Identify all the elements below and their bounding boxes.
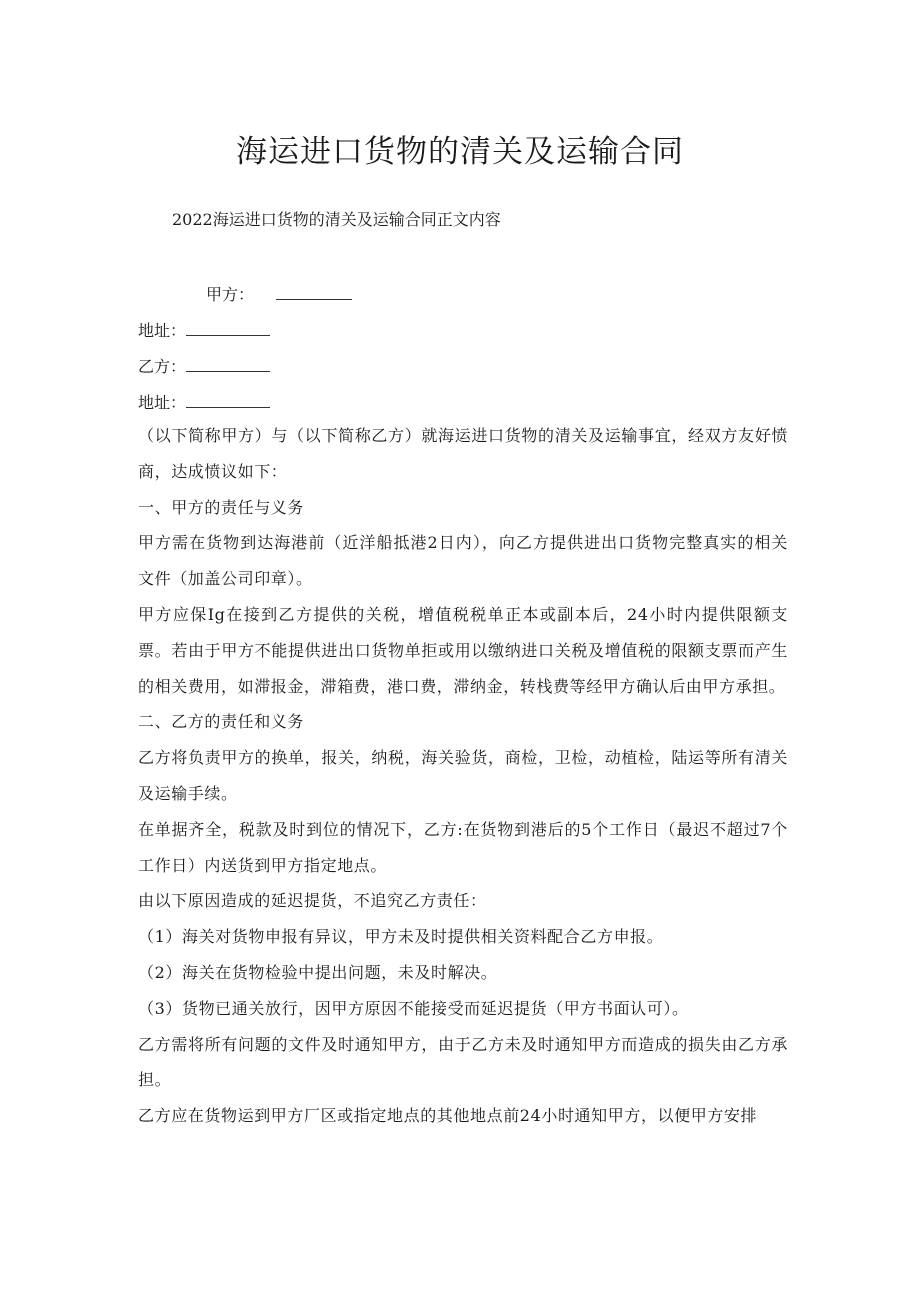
address-label-2: 地址： bbox=[138, 393, 187, 412]
document-subtitle: 2022海运进口货物的清关及运输合同正文内容 bbox=[172, 210, 501, 229]
party-a-field bbox=[206, 282, 352, 305]
party-b-label: 乙方： bbox=[138, 357, 187, 376]
party-a-label: 甲方： bbox=[206, 285, 255, 304]
list-item: （3）货物已通关放行，因甲方原因不能接受而延迟提货（甲方书面认可）。 bbox=[138, 998, 689, 1018]
paragraph: 乙方应在货物运到甲方厂区或指定地点的其他地点前24小时通知甲方，以便甲方安排 bbox=[138, 1106, 758, 1126]
paragraph: 乙方将负责甲方的换单，报关，纳税，海关验货，商检，卫检，动植检，陆运等所有清关及运输手续。 bbox=[138, 748, 788, 803]
address-blank-2 bbox=[186, 393, 270, 408]
contract-body bbox=[138, 418, 788, 1134]
party-b-field bbox=[138, 354, 270, 377]
paragraph: 在单据齐全，税款及时到位的情况下，乙方:在货物到港后的5个工作日（最迟不超过7个工作日）内送货到甲方指定地点。 bbox=[138, 819, 788, 875]
section-heading-party-b: 二、乙方的责任和义务 bbox=[138, 712, 305, 732]
address-field-1 bbox=[138, 318, 270, 341]
paragraph: 由以下原因造成的延迟提货，不追究乙方责任： bbox=[138, 891, 487, 911]
address-label-1: 地址： bbox=[138, 321, 187, 340]
party-b-blank bbox=[186, 357, 270, 372]
party-a-blank bbox=[276, 285, 352, 300]
address-field-2 bbox=[138, 390, 270, 413]
paragraph: 乙方需将所有问题的文件及时通知甲方，由于乙方未及时通知甲方而造成的损失由乙方承担。 bbox=[138, 1034, 788, 1090]
paragraph: 甲方应保Ig在接到乙方提供的关税，增值税税单正本或副本后，24小时内提供限额支票。若由于甲方不能提供进出口货物单拒或用以缴纳进口关税及增值税的限额支票而产生的相关费用，如滞报金，滞箱费，港口费，滞纳金，转栈费等经甲方确认后由甲方承担。 bbox=[138, 604, 788, 696]
list-item: （1）海关对货物申报有异议，甲方未及时提供相关资料配合乙方申报。 bbox=[138, 927, 664, 947]
section-heading-party-a: 一、甲方的责任与义务 bbox=[138, 497, 305, 517]
address-blank-1 bbox=[186, 321, 270, 336]
list-item: （2）海关在货物检验中提出问题，未及时解决。 bbox=[138, 962, 498, 982]
document-title: 海运进口货物的清关及运输合同 bbox=[236, 134, 684, 170]
paragraph: 甲方需在货物到达海港前（近洋船抵港2日内），向乙方提供进出口货物完整真实的相关文件（加盖公司印章）。 bbox=[138, 533, 788, 589]
paragraph-intro: （以下简称甲方）与（以下简称乙方）就海运进口货物的清关及运输事宜，经双方友好愤商，达成愤议如下： bbox=[138, 426, 788, 481]
